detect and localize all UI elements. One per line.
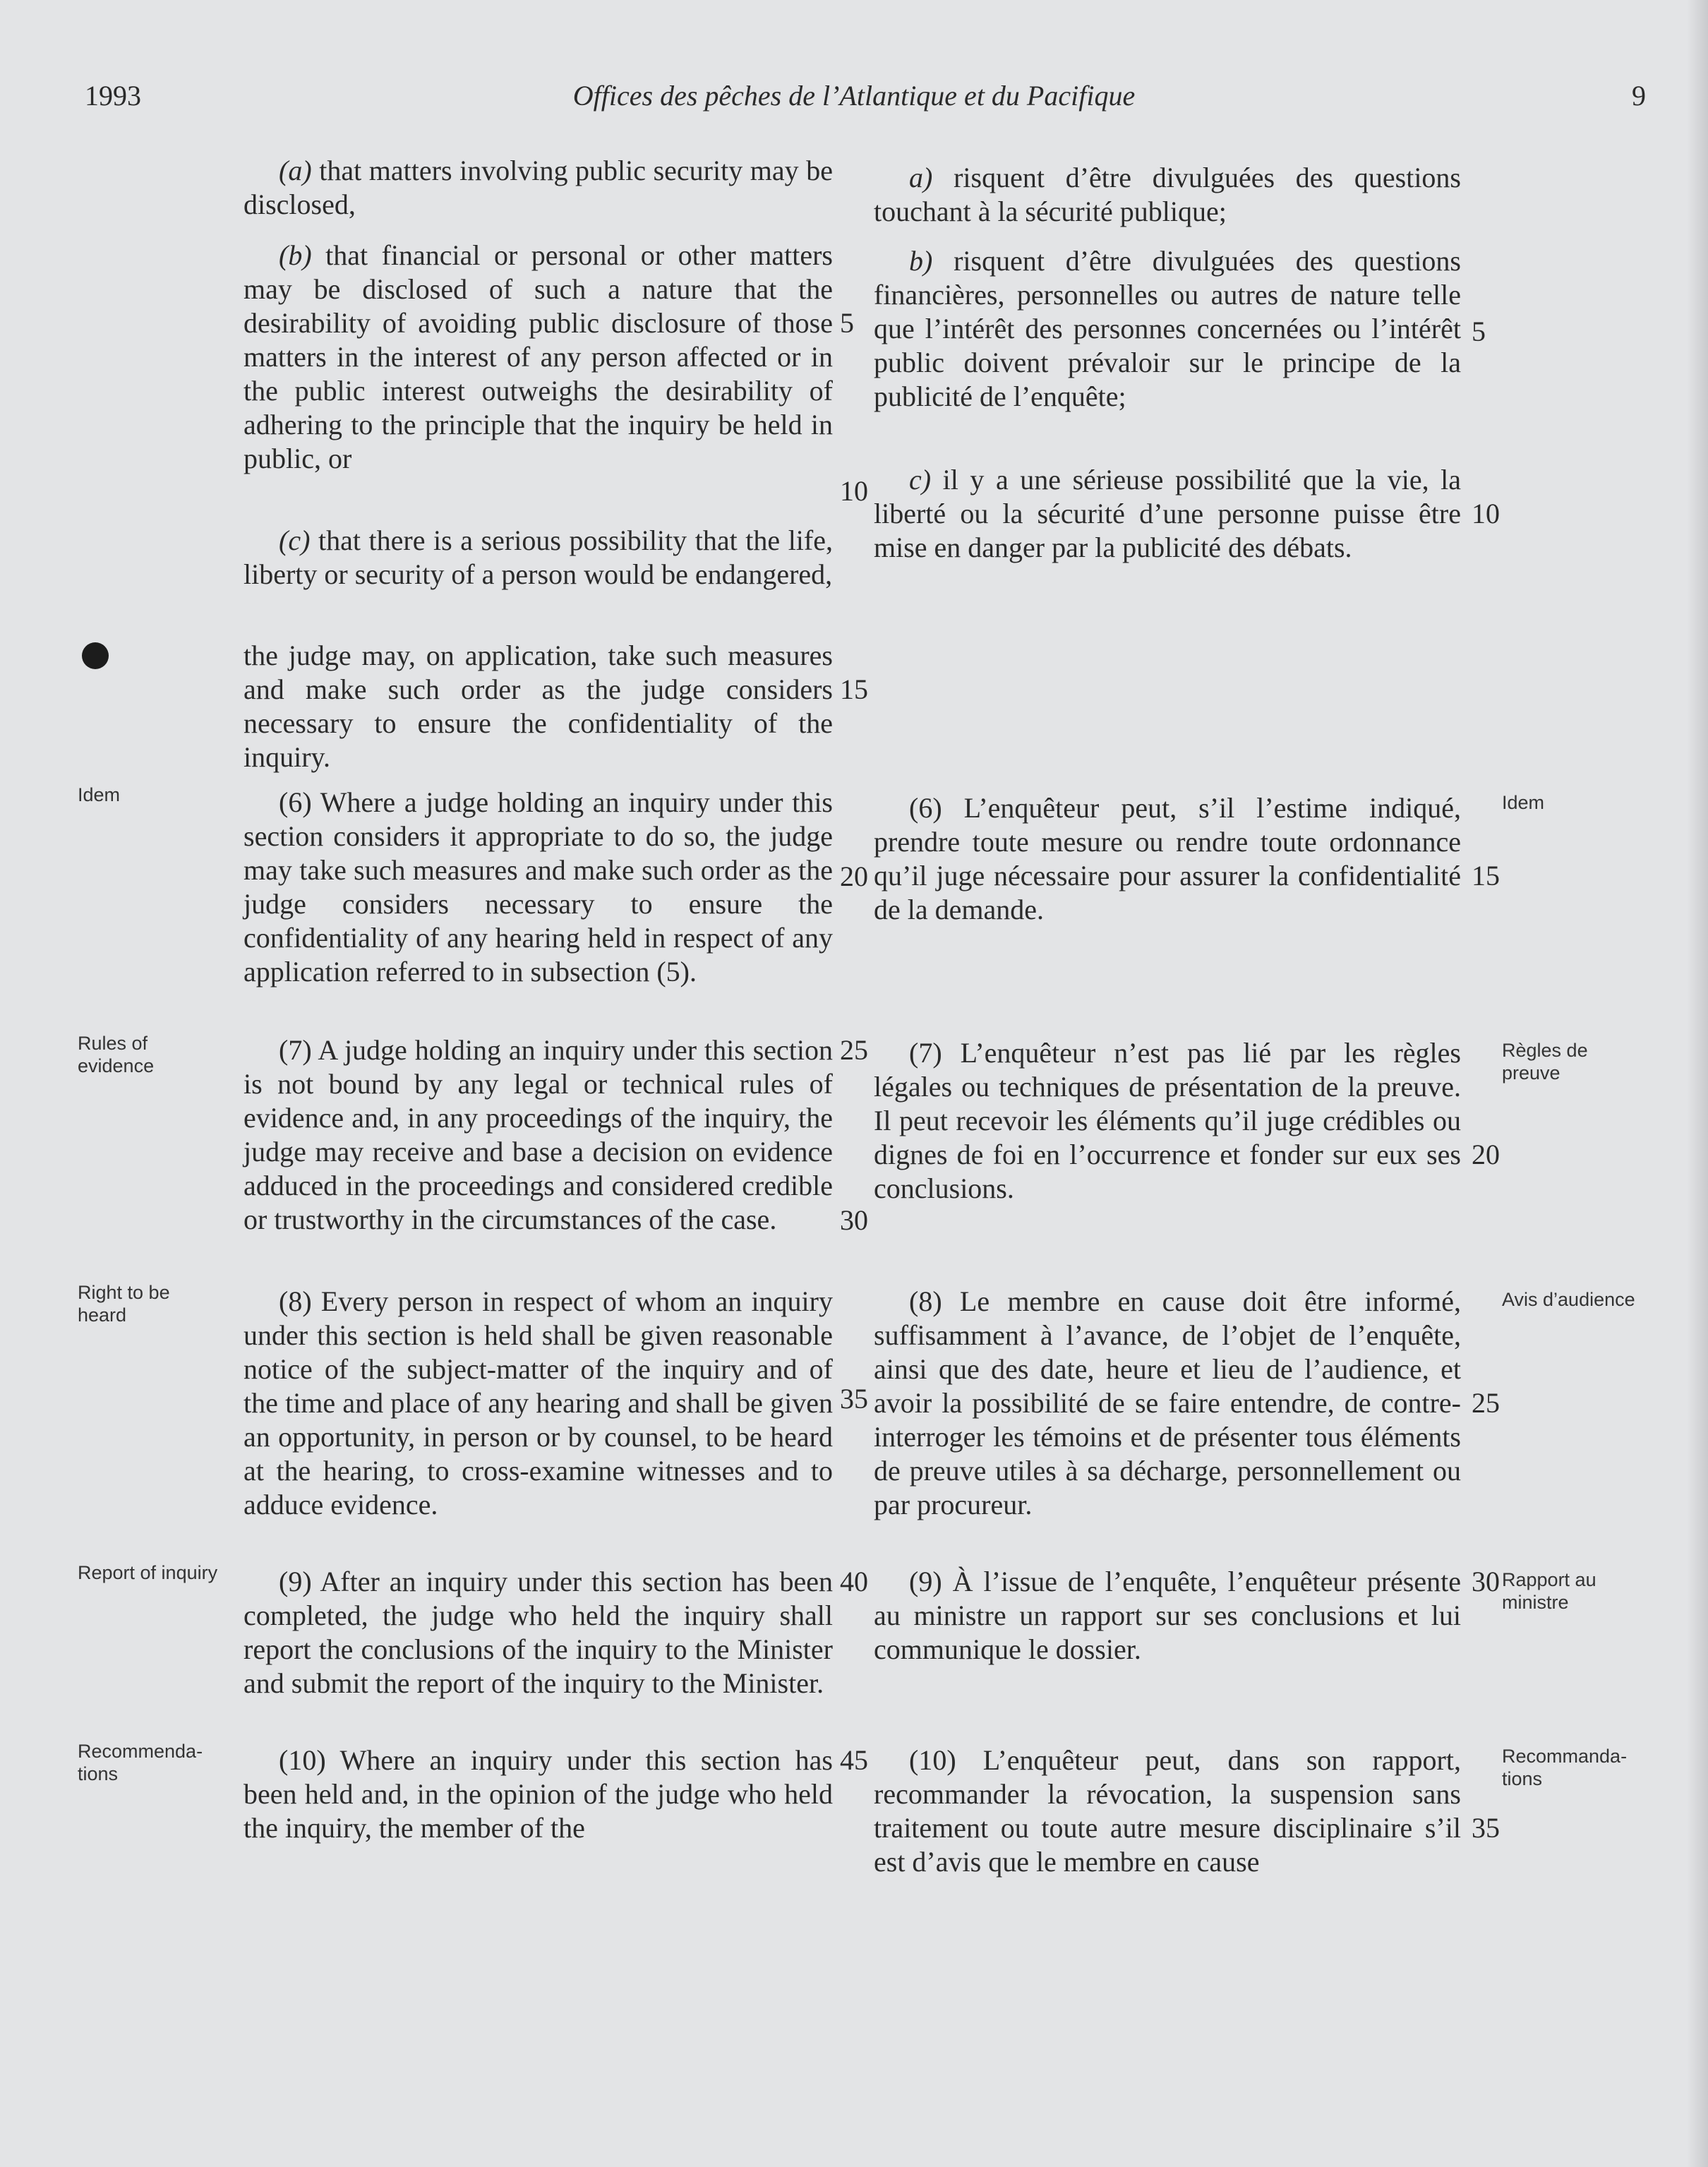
line-number-fr: 15 [1472,860,1500,892]
en-subsection-7: (7) A judge holding an inquiry under this section is not bound by any legal or technical rules of evidence and, in any proceedings of the inquiry, the judge may receive and base a decision on evidence adduced in the proceedings and considered credible or trustworthy in the circumstances of the case. [243,1034,833,1235]
line-number: 10 [840,475,868,507]
en-subsection-9: (9) After an inquiry under this section has been completed, the judge who held the inquiry shall report the conclusions of the inquiry to the Minister and submit the report of the inquiry to the Minister. [243,1566,833,1699]
en-subsection-8: (8) Every person in respect of whom an inquiry under this section is held shall be given reasonable notice of the subject-matter of the inquiry and of the time and place of any hearing and shall be given an opportunity, in person or by counsel, to be heard at the hearing, to cross-examine witnesses and to adduce evidence. [243,1285,833,1520]
line-number: 15 [840,673,868,705]
line-number: 35 [840,1383,868,1415]
header-year: 1993 [85,80,141,112]
en-para-c: (c) that there is a serious possibility that the life, liberty or security of a person would be endangered, [243,524,833,590]
fr-subsection-8: (8) Le membre en cause doit être informé, suffisamment à l’avance, de l’objet de l’enquête, ainsi que des date, heure et lieu de l’audience, et avoir la possibilité de se faire entendre, de contre-interroger les témoins et de présenter tous éléments de preuve utiles à sa décharge, personnellement ou par procureur. [874,1285,1461,1520]
fr-para-a: a) risquent d’être divulguées des questions touchant à la sécurité publique; [874,162,1461,227]
margin-note-idem-fr: Idem [1502,792,1545,813]
line-number-fr: 25 [1472,1387,1500,1419]
line-number-fr: 20 [1472,1139,1500,1170]
margin-note-regles-de-preuve: Règles de preuve [1502,1040,1588,1084]
line-number: 5 [840,307,854,339]
label-a-fr: a) [909,162,933,193]
bullet-mark [82,642,109,669]
margin-note-right-to-be-heard: Right to be heard [78,1282,170,1326]
fr-subsection-6: (6) L’enquêteur peut, s’il l’estime indiqué, prendre toute mesure ou rendre toute ordonnance qu’il juge nécessaire pour assurer la confidentialité de la demande. [874,792,1461,925]
margin-note-rules-of-evidence: Rules of evidence [78,1033,155,1076]
margin-note-recommendations: Recommenda-tions [78,1741,203,1784]
margin-note-report-of-inquiry: Report of inquiry [78,1562,218,1583]
fr-para-b: b) risquent d’être divulguées des questions financières, personnelles ou autres de nature telle que l’intérêt des personnes concernées ou l’intérêt public doivent prévaloir sur le principe de la publicité de l’enquête; [874,245,1461,412]
label-b: (b) [279,239,312,271]
fr-subsection-7: (7) L’enquêteur n’est pas lié par les règles légales ou techniques de présentation de la preuve. Il peut recevoir les éléments qu’il juge crédibles ou dignes de foi en l’occurrence et fonder sur eux ses conclusions. [874,1037,1461,1204]
margin-note-rapport-au-ministre: Rapport au ministre [1502,1569,1596,1613]
fr-para-c: c) il y a une sérieuse possibilité que la vie, la liberté ou la sécurité d’une personne puisse être mise en danger par la publicité des débats. [874,464,1462,563]
margin-note-avis-d-audience: Avis d’audience [1502,1289,1635,1310]
line-number-fr: 35 [1472,1812,1500,1844]
margin-note-idem: Idem [78,784,121,805]
line-number-fr: 5 [1472,316,1486,347]
line-number: 20 [840,860,868,892]
line-number-fr: 30 [1472,1566,1500,1597]
line-number: 25 [840,1034,868,1066]
label-b-fr: b) [909,245,933,277]
en-para-a: (a) that matters involving public security may be disclosed, [243,155,834,220]
label-c-fr: c) [909,464,932,496]
en-subsection-10: (10) Where an inquiry under this section has been held and, in the opinion of the judge who held the inquiry, the member of the [243,1744,833,1844]
label-a: (a) [279,155,312,186]
en-subsection-6: (6) Where a judge holding an inquiry under this section considers it appropriate to do so, the judge may take such measures and make such order as the judge considers necessary to ensure the confidentiality of any hearing held in respect of any application referred to in subsection (5). [243,786,833,988]
line-number: 40 [840,1566,868,1597]
en-closing: the judge may, on application, take such measures and make such order as the judge considers necessary to ensure the confidentiality of the inquiry. [243,640,833,773]
page-edge-shadow [1687,0,1708,2167]
line-number-fr: 10 [1472,498,1500,529]
line-number: 45 [840,1744,868,1776]
header-title: Offices des pêches de l’Atlantique et du Pacifique [572,80,1136,112]
page-number: 9 [1632,80,1646,112]
fr-subsection-9: (9) À l’issue de l’enquête, l’enquêteur présente au ministre un rapport sur ses conclusions et lui communique le dossier. [874,1566,1461,1665]
fr-subsection-10: (10) L’enquêteur peut, dans son rapport, recommander la révocation, la suspension sans traitement ou toute autre mesure disciplinaire s’il est d’avis que le membre en cause [874,1744,1461,1878]
label-c: (c) [279,524,311,556]
margin-note-recommandations: Recommanda-tions [1502,1746,1628,1789]
en-para-b: (b) that financial or personal or other matters may be disclosed of such a nature that the desirability of avoiding public disclosure of those matters in the interest of any person affected or in the public interest outweighs the desirability of adhering to the principle that the inquiry be held in public, or [243,239,833,474]
line-number: 30 [840,1204,868,1236]
